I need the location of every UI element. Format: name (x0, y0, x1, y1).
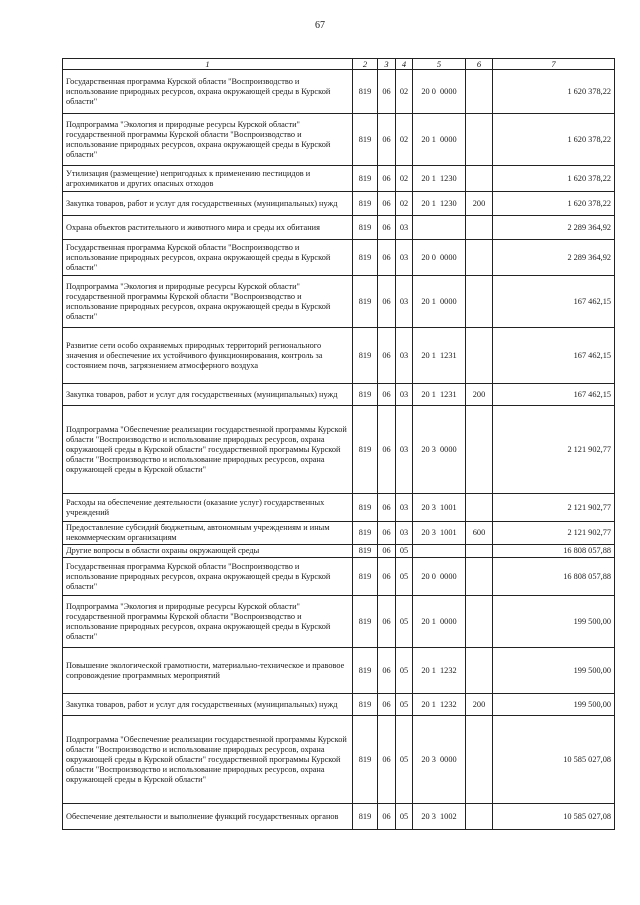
code-cell: 03 (396, 328, 413, 384)
row-description: Закупка товаров, работ и услуг для государственных (муниципальных) нужд (63, 694, 353, 716)
amount-cell: 199 500,00 (493, 596, 615, 648)
table-row (63, 558, 615, 596)
expense-type-cell (466, 166, 493, 192)
amount-cell: 1 620 378,22 (493, 70, 615, 114)
expense-type-cell (466, 216, 493, 240)
target-article-cell (413, 216, 466, 240)
amount-cell: 167 462,15 (493, 328, 615, 384)
expense-type-cell (466, 804, 493, 830)
target-article-cell: 20 1 0000 (413, 596, 466, 648)
code-cell: 02 (396, 192, 413, 216)
target-article-cell: 20 1 1230 (413, 192, 466, 216)
column-header: 6 (466, 59, 493, 70)
table-row (63, 192, 615, 216)
column-header: 1 (63, 59, 353, 70)
code-cell: 06 (378, 716, 396, 804)
code-cell: 06 (378, 648, 396, 694)
code-cell: 06 (378, 804, 396, 830)
expense-type-cell: 600 (466, 522, 493, 545)
table-row (63, 70, 615, 114)
code-cell: 819 (353, 384, 378, 406)
code-cell: 819 (353, 192, 378, 216)
expense-type-cell (466, 406, 493, 494)
target-article-cell: 20 3 1001 (413, 494, 466, 522)
code-cell: 06 (378, 558, 396, 596)
table-row (63, 114, 615, 166)
target-article-cell: 20 1 1232 (413, 694, 466, 716)
code-cell: 819 (353, 804, 378, 830)
target-article-cell: 20 0 0000 (413, 558, 466, 596)
code-cell: 819 (353, 648, 378, 694)
amount-cell: 2 121 902,77 (493, 406, 615, 494)
code-cell: 819 (353, 216, 378, 240)
code-cell: 02 (396, 166, 413, 192)
code-cell: 05 (396, 596, 413, 648)
code-cell: 03 (396, 494, 413, 522)
table-row (63, 328, 615, 384)
row-description: Подпрограмма "Экология и природные ресурсы Курской области" государственной программы Курской области "Воспроизводство и использование природных ресурсов, охрана окружающей среды в Курской области" (63, 596, 353, 648)
code-cell: 819 (353, 114, 378, 166)
table-row (63, 216, 615, 240)
table-row (63, 648, 615, 694)
row-description: Охрана объектов растительного и животного мира и среды их обитания (63, 216, 353, 240)
code-cell: 05 (396, 694, 413, 716)
amount-cell: 1 620 378,22 (493, 114, 615, 166)
column-header: 5 (413, 59, 466, 70)
code-cell: 05 (396, 716, 413, 804)
amount-cell: 199 500,00 (493, 694, 615, 716)
code-cell: 819 (353, 558, 378, 596)
expense-type-cell (466, 545, 493, 558)
expense-type-cell (466, 648, 493, 694)
row-description: Государственная программа Курской области "Воспроизводство и использование природных ресурсов, охрана окружающей среды в Курской области" (63, 70, 353, 114)
row-description: Закупка товаров, работ и услуг для государственных (муниципальных) нужд (63, 192, 353, 216)
code-cell: 06 (378, 70, 396, 114)
row-description: Закупка товаров, работ и услуг для государственных (муниципальных) нужд (63, 384, 353, 406)
budget-table (62, 58, 615, 830)
code-cell: 05 (396, 648, 413, 694)
code-cell: 819 (353, 694, 378, 716)
amount-cell: 1 620 378,22 (493, 192, 615, 216)
table-row (63, 384, 615, 406)
row-description: Государственная программа Курской области "Воспроизводство и использование природных ресурсов, охрана окружающей среды в Курской области" (63, 240, 353, 276)
row-description: Подпрограмма "Обеспечение реализации государственной программы Курской области "Воспроизводство и использование природных ресурсов, охрана окружающей среды в Курской области" государственной программы Курской области "Воспроизводство и использование природных ресурсов, охрана окружающей среды в Курской области" (63, 716, 353, 804)
expense-type-cell (466, 716, 493, 804)
code-cell: 03 (396, 522, 413, 545)
code-cell: 06 (378, 596, 396, 648)
expense-type-cell (466, 494, 493, 522)
code-cell: 06 (378, 114, 396, 166)
row-description: Государственная программа Курской области "Воспроизводство и использование природных ресурсов, охрана окружающей среды в Курской области" (63, 558, 353, 596)
code-cell: 03 (396, 406, 413, 494)
code-cell: 819 (353, 406, 378, 494)
table-row (63, 406, 615, 494)
code-cell: 05 (396, 558, 413, 596)
page-number: 67 (315, 20, 325, 31)
table-row (63, 545, 615, 558)
table-row (63, 522, 615, 545)
row-description: Обеспечение деятельности и выполнение функций государственных органов (63, 804, 353, 830)
code-cell: 819 (353, 596, 378, 648)
code-cell: 03 (396, 240, 413, 276)
code-cell: 819 (353, 545, 378, 558)
expense-type-cell (466, 596, 493, 648)
code-cell: 06 (378, 522, 396, 545)
code-cell: 06 (378, 240, 396, 276)
expense-type-cell (466, 276, 493, 328)
expense-type-cell: 200 (466, 384, 493, 406)
expense-type-cell: 200 (466, 694, 493, 716)
code-cell: 06 (378, 494, 396, 522)
expense-type-cell (466, 70, 493, 114)
amount-cell: 2 289 364,92 (493, 240, 615, 276)
row-description: Подпрограмма "Обеспечение реализации государственной программы Курской области "Воспроизводство и использование природных ресурсов, охрана окружающей среды в Курской области" государственной программы Курской области "Воспроизводство и использование природных ресурсов, охрана окружающей среды в Курской области" (63, 406, 353, 494)
code-cell: 03 (396, 384, 413, 406)
row-description: Подпрограмма "Экология и природные ресурсы Курской области" государственной программы Курской области "Воспроизводство и использование природных ресурсов, охрана окружающей среды в Курской области" (63, 276, 353, 328)
code-cell: 06 (378, 192, 396, 216)
header-row (63, 59, 615, 70)
amount-cell: 2 121 902,77 (493, 494, 615, 522)
column-header: 4 (396, 59, 413, 70)
target-article-cell: 20 3 0000 (413, 406, 466, 494)
target-article-cell (413, 545, 466, 558)
amount-cell: 10 585 027,08 (493, 804, 615, 830)
target-article-cell: 20 3 0000 (413, 716, 466, 804)
target-article-cell: 20 3 1002 (413, 804, 466, 830)
target-article-cell: 20 1 1231 (413, 384, 466, 406)
code-cell: 06 (378, 216, 396, 240)
table-row (63, 494, 615, 522)
expense-type-cell (466, 328, 493, 384)
code-cell: 819 (353, 276, 378, 328)
code-cell: 06 (378, 384, 396, 406)
row-description: Предоставление субсидий бюджетным, автономным учреждениям и иным некоммерческим организациям (63, 522, 353, 545)
target-article-cell: 20 0 0000 (413, 240, 466, 276)
code-cell: 819 (353, 240, 378, 276)
code-cell: 02 (396, 114, 413, 166)
column-header: 3 (378, 59, 396, 70)
target-article-cell: 20 1 1231 (413, 328, 466, 384)
expense-type-cell (466, 114, 493, 166)
code-cell: 06 (378, 694, 396, 716)
code-cell: 819 (353, 70, 378, 114)
row-description: Развитие сети особо охраняемых природных территорий регионального значения и обеспечение их устойчивого функционирования, контроль за состоянием почв, загрязнением атмосферного воздуха (63, 328, 353, 384)
row-description: Расходы на обеспечение деятельности (оказание услуг) государственных учреждений (63, 494, 353, 522)
code-cell: 819 (353, 328, 378, 384)
table-row (63, 804, 615, 830)
code-cell: 03 (396, 276, 413, 328)
amount-cell: 167 462,15 (493, 276, 615, 328)
amount-cell: 2 289 364,92 (493, 216, 615, 240)
row-description: Другие вопросы в области охраны окружающей среды (63, 545, 353, 558)
target-article-cell: 20 3 1001 (413, 522, 466, 545)
expense-type-cell (466, 240, 493, 276)
code-cell: 02 (396, 70, 413, 114)
target-article-cell: 20 1 1230 (413, 166, 466, 192)
target-article-cell: 20 1 0000 (413, 276, 466, 328)
row-description: Утилизация (размещение) непригодных к применению пестицидов и агрохимикатов и других опасных отходов (63, 166, 353, 192)
code-cell: 05 (396, 804, 413, 830)
amount-cell: 1 620 378,22 (493, 166, 615, 192)
row-description: Подпрограмма "Экология и природные ресурсы Курской области" государственной программы Курской области "Воспроизводство и использование природных ресурсов, охрана окружающей среды в Курской области" (63, 114, 353, 166)
table-row (63, 276, 615, 328)
expense-type-cell (466, 558, 493, 596)
row-description: Повышение экологической грамотности, материально-техническое и правовое сопровождение программных мероприятий (63, 648, 353, 694)
amount-cell: 2 121 902,77 (493, 522, 615, 545)
table-row (63, 240, 615, 276)
target-article-cell: 20 1 0000 (413, 114, 466, 166)
column-header: 7 (493, 59, 615, 70)
code-cell: 06 (378, 406, 396, 494)
amount-cell: 16 808 057,88 (493, 558, 615, 596)
expense-type-cell: 200 (466, 192, 493, 216)
code-cell: 06 (378, 166, 396, 192)
target-article-cell: 20 0 0000 (413, 70, 466, 114)
table-row (63, 596, 615, 648)
table-row (63, 716, 615, 804)
table-row (63, 694, 615, 716)
code-cell: 06 (378, 545, 396, 558)
table-row (63, 166, 615, 192)
amount-cell: 199 500,00 (493, 648, 615, 694)
code-cell: 03 (396, 216, 413, 240)
amount-cell: 10 585 027,08 (493, 716, 615, 804)
amount-cell: 167 462,15 (493, 384, 615, 406)
code-cell: 06 (378, 328, 396, 384)
code-cell: 819 (353, 716, 378, 804)
code-cell: 819 (353, 494, 378, 522)
target-article-cell: 20 1 1232 (413, 648, 466, 694)
code-cell: 06 (378, 276, 396, 328)
column-header: 2 (353, 59, 378, 70)
code-cell: 819 (353, 522, 378, 545)
amount-cell: 16 808 057,88 (493, 545, 615, 558)
code-cell: 05 (396, 545, 413, 558)
code-cell: 819 (353, 166, 378, 192)
